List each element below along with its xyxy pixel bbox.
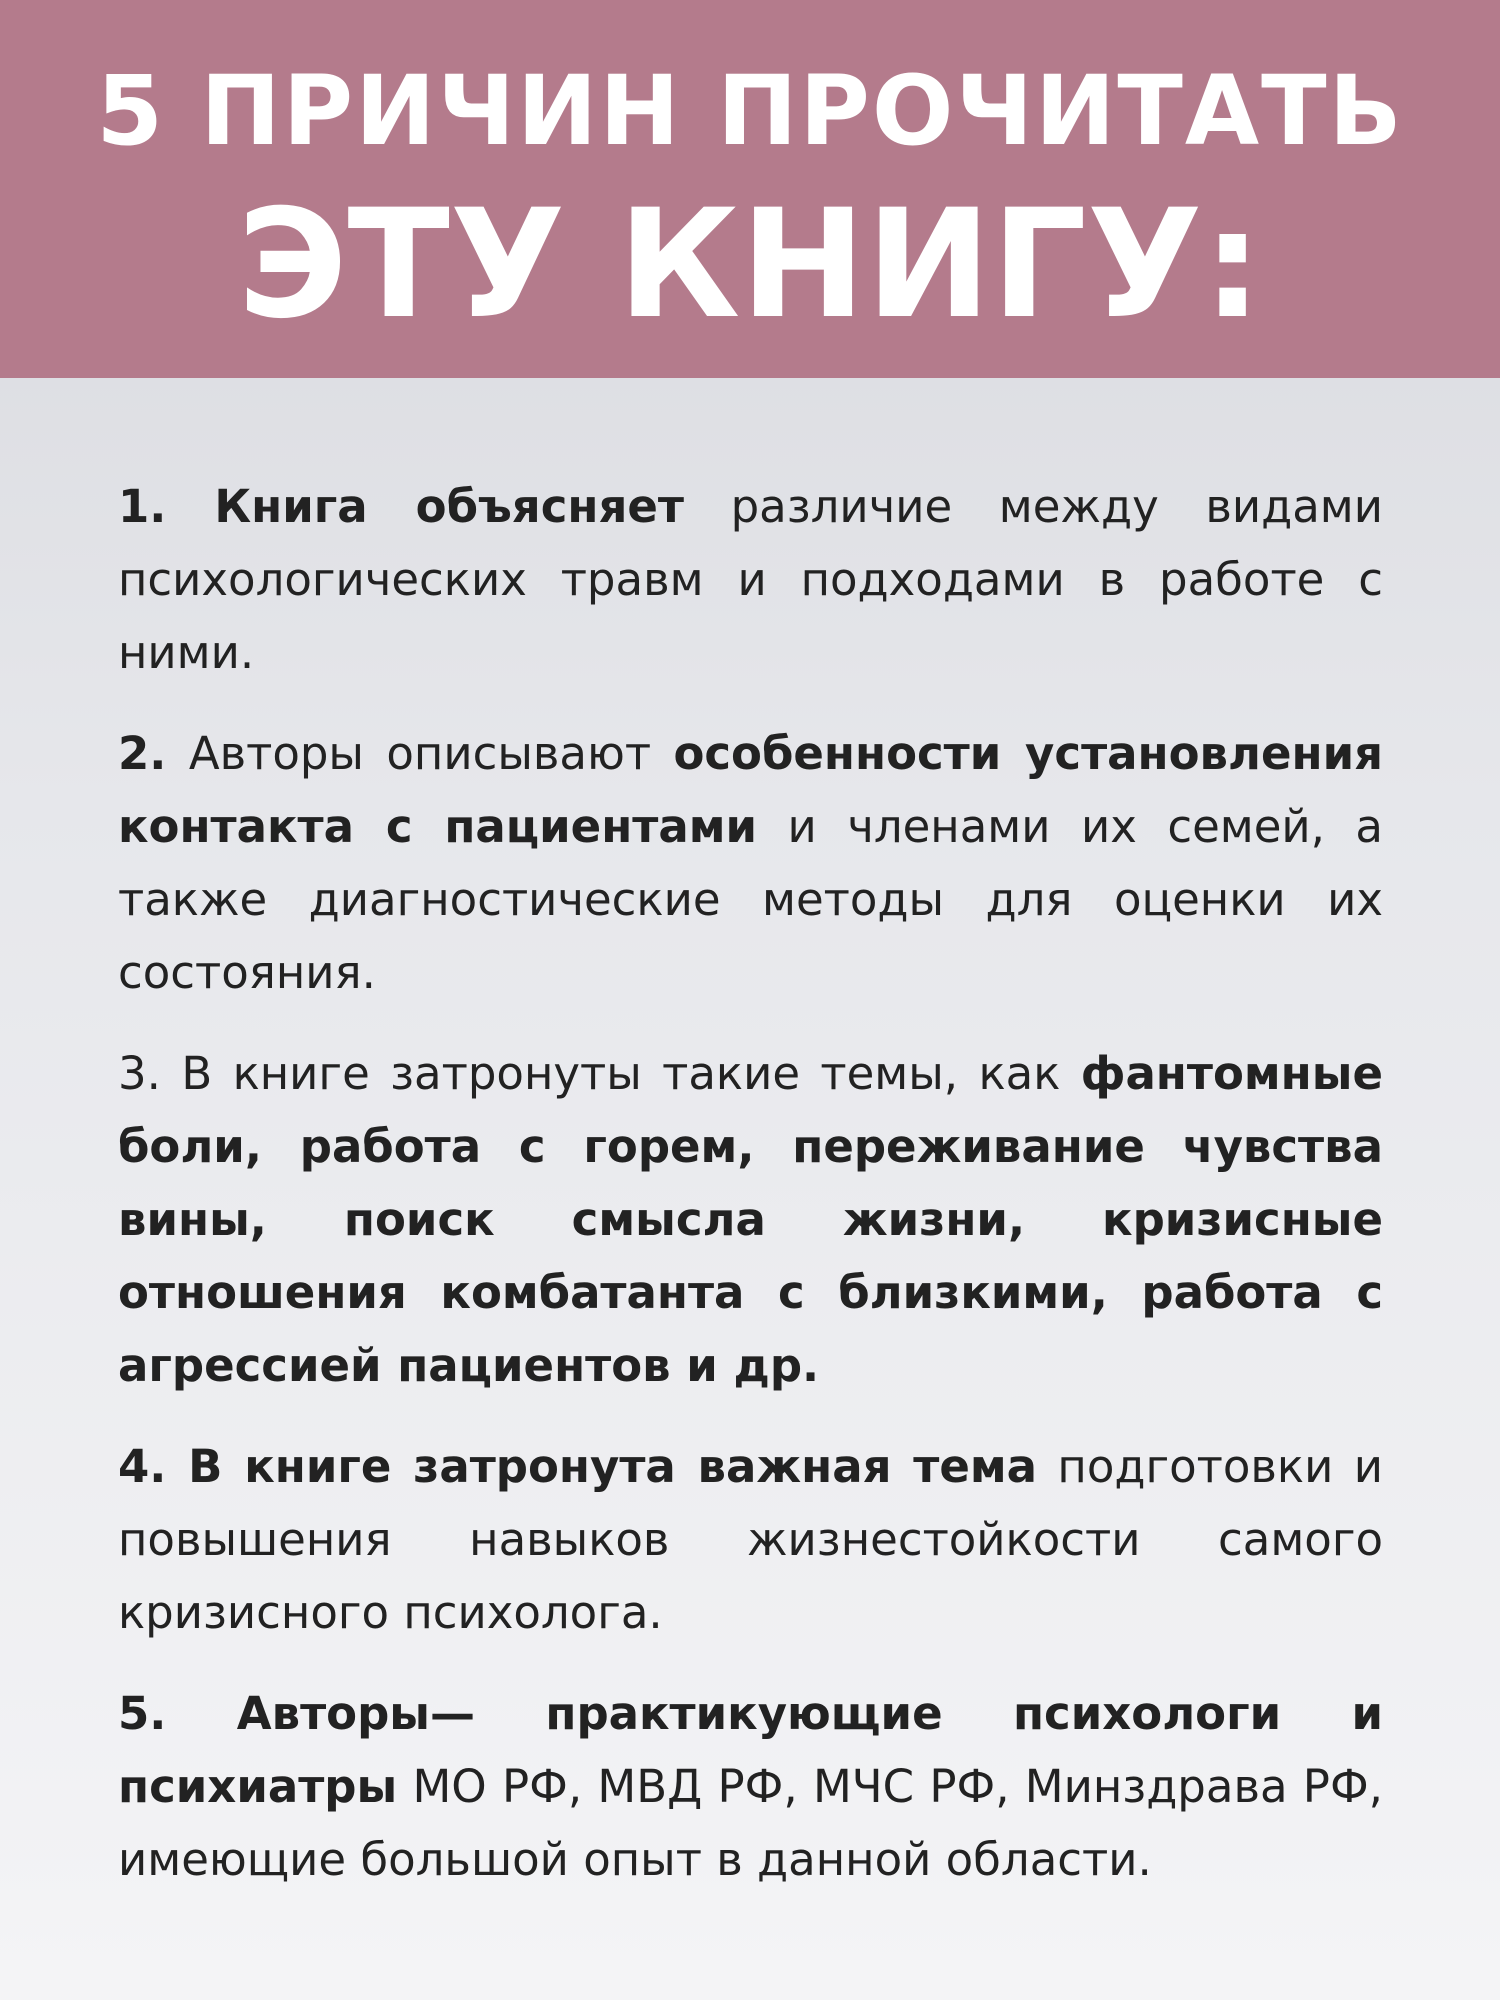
reason-1-number: 1. — [118, 480, 215, 533]
reasons-list — [118, 470, 1383, 1924]
reason-3-number: 3. — [118, 1047, 161, 1100]
reason-5-text: МО РФ, МВД РФ, МЧС РФ, Минздрава РФ, имеющие большой опыт в данной области. — [118, 1760, 1383, 1886]
reason-4-text: подготовки и повышения навыков жизнестойкости самого кризисного психолога. — [118, 1440, 1384, 1639]
reason-2-number: 2. — [118, 727, 167, 780]
reason-1-text: различие между видами психологических травм и подходами в работе с ними. — [118, 480, 1383, 679]
reason-2 — [118, 717, 1383, 1009]
reason-5-number: 5. — [118, 1687, 237, 1740]
reason-2-text-lead: Авторы описывают — [166, 727, 674, 780]
reason-5 — [118, 1677, 1383, 1896]
reason-3-text-lead: В книге затронуты такие темы, как — [160, 1047, 1081, 1100]
reason-2-text: и членами их семей, а также диагностические методы для оценки их состояния. — [118, 800, 1383, 999]
reason-1 — [118, 470, 1383, 689]
reason-4 — [118, 1430, 1383, 1649]
page-title-line-2: ЭТУ КНИГУ: — [237, 178, 1263, 352]
reason-3-bold: фантомные боли, работа с горем, переживание чувства вины, поиск смысла жизни, кризисные отношения комбатанта с близкими, работа с агрессией пациентов и др. — [118, 1047, 1383, 1392]
reason-2-bold: особенности установления контакта с пациентами — [118, 727, 1383, 853]
page-title-line-1: 5 ПРИЧИН ПРОЧИТАТЬ — [96, 55, 1404, 167]
reason-3 — [118, 1037, 1383, 1402]
title-banner — [0, 0, 1500, 378]
reason-4-number: 4. — [118, 1440, 189, 1493]
reason-4-bold: В книге затронута важная тема — [188, 1440, 1038, 1493]
reason-1-bold: Книга объясняет — [214, 480, 684, 533]
reason-5-bold: Авторы— практикующие психологи и психиатры — [118, 1687, 1384, 1813]
